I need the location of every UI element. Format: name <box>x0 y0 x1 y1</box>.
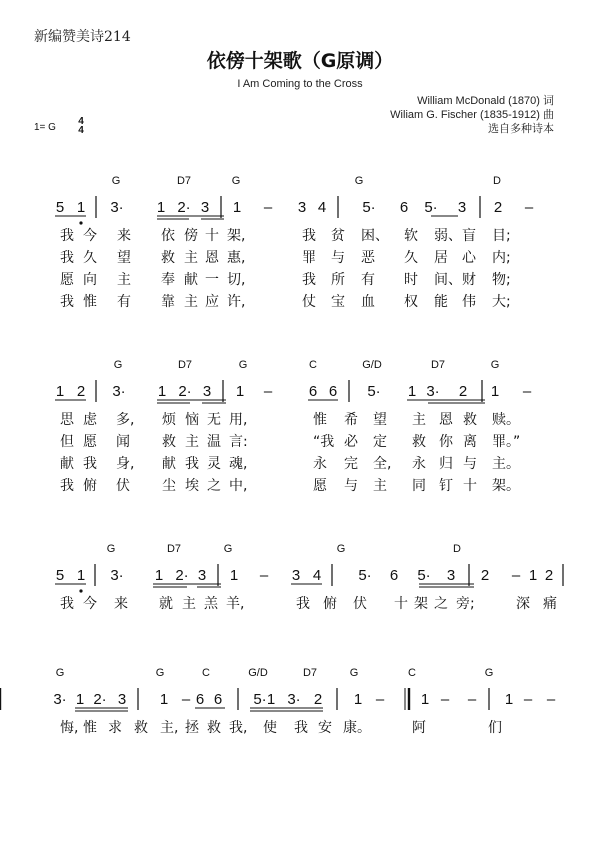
low-octave-dot <box>79 589 82 592</box>
note: 5· <box>253 691 267 708</box>
note: – <box>263 383 273 400</box>
lyric-syllable: 困、 <box>361 228 389 244</box>
lyric-syllable: 与 <box>331 250 345 266</box>
lyric-syllable: 仗 <box>302 294 316 310</box>
note: – <box>440 691 450 708</box>
lyric-syllable: 但 <box>60 434 74 450</box>
lyricist-credit: William McDonald (1870) 词 <box>417 95 554 107</box>
lyric-syllable: 许, <box>227 294 246 310</box>
chord-symbol: D7 <box>302 667 318 679</box>
lyric-syllable: 献 <box>184 272 198 288</box>
lyric-syllable: 永 <box>313 456 327 472</box>
lyric-syllable: 宝 <box>331 294 345 310</box>
lyric-syllable: 我, <box>229 720 248 736</box>
lyric-syllable: 我 <box>60 228 74 244</box>
note: 1 <box>235 383 245 400</box>
note: – <box>263 199 273 216</box>
lyric-syllable: 恼 <box>185 412 199 428</box>
lyric-syllable: 尘 <box>162 478 176 494</box>
lyric-syllable: 弱、 <box>434 228 462 244</box>
lyric-syllable: 我 <box>83 456 97 472</box>
note: 2 <box>313 691 323 708</box>
note: 6 <box>195 691 205 708</box>
lyric-syllable: 俯 <box>323 596 337 612</box>
note: 3· <box>112 383 126 400</box>
lyric-syllable: 望 <box>117 250 131 266</box>
source-note: 选自多种诗本 <box>488 123 554 135</box>
note: 3 <box>297 199 307 216</box>
chord-symbol: G <box>113 359 123 371</box>
note: 1 <box>75 691 85 708</box>
chord-symbol: D <box>493 175 501 187</box>
note: 2· <box>178 383 192 400</box>
note: 1 <box>504 691 514 708</box>
note: – <box>181 691 191 708</box>
lyric-syllable: 全, <box>373 456 392 472</box>
lyric-syllable: 一 <box>205 272 219 288</box>
lyric-syllable: 必 <box>344 434 358 450</box>
low-octave-dot <box>79 221 82 224</box>
chord-symbol: G <box>490 359 500 371</box>
note: 2· <box>175 567 189 584</box>
lyric-syllable: 言: <box>229 434 248 450</box>
note: 3 <box>117 691 127 708</box>
note: 6 <box>399 199 409 216</box>
note: 1 <box>353 691 363 708</box>
note: 1 <box>266 691 276 708</box>
lyric-syllable: 大; <box>492 294 511 310</box>
note: 3 <box>457 199 467 216</box>
lyric-syllable: 惟 <box>83 294 97 310</box>
chord-symbol: D <box>453 543 461 555</box>
lyric-syllable: 拯 <box>185 720 199 736</box>
time-signature-top: 4 <box>78 116 84 127</box>
lyric-syllable: 惟 <box>313 412 327 428</box>
lyric-syllable: 来 <box>117 228 131 244</box>
note: – <box>375 691 385 708</box>
note: 1 <box>157 383 167 400</box>
lyric-syllable: 贫 <box>331 228 345 244</box>
lyric-syllable: 惠, <box>227 250 246 266</box>
lyric-syllable: 安 <box>318 720 332 736</box>
note: 1 <box>76 567 86 584</box>
lyric-syllable: 主 <box>182 596 196 612</box>
chord-symbol: G/D <box>248 667 268 679</box>
lyric-syllable: 应 <box>205 294 219 310</box>
chord-symbol: C <box>309 359 317 371</box>
chord-symbol: G <box>349 667 359 679</box>
note: 3 <box>446 567 456 584</box>
note: 5· <box>367 383 381 400</box>
lyric-syllable: 时 <box>404 272 418 288</box>
lyric-syllable: 多, <box>116 412 135 428</box>
chord-symbol: G <box>238 359 248 371</box>
lyric-syllable: 们 <box>488 720 502 736</box>
lyric-syllable: 求 <box>108 720 122 736</box>
note: 6 <box>213 691 223 708</box>
chord-symbol: D7 <box>430 359 446 371</box>
hymn-title: 依傍十架歌（G原调） <box>206 50 394 72</box>
lyric-syllable: 我 <box>60 294 74 310</box>
lyric-syllable: 深 <box>516 596 530 612</box>
note: 2 <box>480 567 490 584</box>
chord-symbol: D7 <box>177 359 193 371</box>
note: 6 <box>389 567 399 584</box>
chord-symbol: G <box>484 667 494 679</box>
chord-symbol: G <box>223 543 233 555</box>
note: 3 <box>202 383 212 400</box>
chord-symbol: G <box>354 175 364 187</box>
lyric-syllable: 来 <box>114 596 128 612</box>
lyric-syllable: 思 <box>60 412 74 428</box>
lyric-syllable: 愿 <box>83 434 97 450</box>
lyric-syllable: 我 <box>302 228 316 244</box>
note: 2 <box>458 383 468 400</box>
composer-credit: Wiliam G. Fischer (1835-1912) 曲 <box>390 109 554 121</box>
note: 2 <box>544 567 554 584</box>
chord-symbol: G <box>336 543 346 555</box>
lyric-syllable: 软 <box>404 228 418 244</box>
lyric-syllable: 我 <box>185 456 199 472</box>
note: 1 <box>490 383 500 400</box>
lyric-syllable: 离 <box>463 434 477 450</box>
lyric-syllable: 恩 <box>205 250 219 266</box>
lyric-syllable: 救 <box>161 250 175 266</box>
lyric-syllable: 惟 <box>83 720 97 736</box>
lyric-syllable: 愿 <box>60 272 74 288</box>
chord-symbol: G/D <box>362 359 382 371</box>
lyric-syllable: 心 <box>462 250 476 266</box>
note: 3 <box>291 567 301 584</box>
note: 5· <box>358 567 372 584</box>
lyric-syllable: 能 <box>434 294 448 310</box>
note: – <box>524 199 534 216</box>
lyric-syllable: 羊, <box>226 596 245 612</box>
lyric-syllable: 居 <box>434 250 448 266</box>
chord-symbol: C <box>202 667 210 679</box>
note: 3· <box>110 199 124 216</box>
lyric-syllable: 献 <box>60 456 74 472</box>
lyric-syllable: 十 <box>463 478 477 494</box>
lyric-syllable: 盲 <box>462 228 476 244</box>
lyric-syllable: 救 <box>134 720 148 736</box>
lyric-syllable: 主 <box>117 272 131 288</box>
lyric-syllable: 旁; <box>456 596 475 612</box>
lyric-syllable: 主。 <box>492 456 520 472</box>
lyric-syllable: 使 <box>263 720 277 736</box>
lyric-syllable: 有 <box>361 272 375 288</box>
lyric-syllable: 羔 <box>204 596 218 612</box>
lyric-syllable: 目; <box>492 228 511 244</box>
note: 3· <box>426 383 440 400</box>
note: – <box>259 567 269 584</box>
lyric-syllable: 康。 <box>343 720 371 736</box>
lyric-syllable: 魂, <box>229 456 248 472</box>
lyric-syllable: 主 <box>184 294 198 310</box>
lyric-syllable: 中, <box>229 478 248 494</box>
lyric-syllable: 救 <box>162 434 176 450</box>
lyric-syllable: 十 <box>394 596 408 612</box>
lyric-syllable: 所 <box>331 272 345 288</box>
lyric-syllable: 救 <box>207 720 221 736</box>
note: 2· <box>93 691 107 708</box>
note: – <box>467 691 477 708</box>
chord-symbol: G <box>155 667 165 679</box>
english-subtitle: I Am Coming to the Cross <box>237 78 363 90</box>
note: 6 <box>308 383 318 400</box>
chord-symbol: G <box>106 543 116 555</box>
chord-symbol: G <box>55 667 65 679</box>
lyric-syllable: 之 <box>434 596 448 612</box>
note: 2· <box>177 199 191 216</box>
lyric-syllable: 架 <box>414 596 428 612</box>
note: – <box>511 567 521 584</box>
note: 5 <box>55 199 65 216</box>
lyric-syllable: 用, <box>229 412 248 428</box>
lyric-syllable: 主 <box>185 434 199 450</box>
lyric-syllable: 伏 <box>116 478 130 494</box>
lyric-syllable: 物; <box>492 272 511 288</box>
lyric-syllable: 归 <box>439 456 453 472</box>
lyric-syllable: 今 <box>83 228 97 244</box>
lyric-syllable: 埃 <box>185 478 199 494</box>
lyric-syllable: 我 <box>60 478 74 494</box>
note: 6 <box>328 383 338 400</box>
lyric-syllable: 虑 <box>83 412 97 428</box>
lyric-syllable: 恩 <box>439 412 453 428</box>
note: – <box>523 691 533 708</box>
note: 1 <box>156 199 166 216</box>
note: 3 <box>200 199 210 216</box>
note: 1 <box>154 567 164 584</box>
note: 4 <box>317 199 327 216</box>
note: 1 <box>420 691 430 708</box>
note: 1 <box>55 383 65 400</box>
lyric-syllable: 血 <box>361 294 375 310</box>
chord-symbol: D7 <box>166 543 182 555</box>
lyric-syllable: 罪。” <box>492 434 521 450</box>
lyric-syllable: 主, <box>160 720 179 736</box>
lyric-syllable: 向 <box>83 272 97 288</box>
lyric-syllable: 内; <box>492 250 511 266</box>
note: – <box>522 383 532 400</box>
note: 5· <box>424 199 438 216</box>
lyric-syllable: 靠 <box>161 294 175 310</box>
lyric-syllable: 悔, <box>60 720 79 736</box>
lyric-syllable: 救 <box>463 412 477 428</box>
note: 1 <box>159 691 169 708</box>
lyric-syllable: 痛 <box>543 596 557 612</box>
lyric-syllable: 伏 <box>353 596 367 612</box>
lyric-syllable: 无 <box>207 412 221 428</box>
lyric-syllable: 十 <box>205 228 219 244</box>
note: 2 <box>493 199 503 216</box>
lyric-syllable: 烦 <box>162 412 176 428</box>
lyric-syllable: 奉 <box>161 272 175 288</box>
lyric-syllable: 与 <box>344 478 358 494</box>
lyric-syllable: 有 <box>117 294 131 310</box>
chord-symbol: G <box>231 175 241 187</box>
lyric-syllable: 定 <box>373 434 387 450</box>
lyric-syllable: 主 <box>184 250 198 266</box>
lyric-syllable: 闻 <box>116 434 130 450</box>
note: 2 <box>76 383 86 400</box>
lyric-syllable: 今 <box>83 596 97 612</box>
lyric-syllable: “我 <box>313 434 335 450</box>
chord-symbol: C <box>408 667 416 679</box>
lyric-syllable: 温 <box>207 434 221 450</box>
lyric-syllable: 罪 <box>302 250 316 266</box>
lyric-syllable: 俯 <box>83 478 97 494</box>
lyric-syllable: 财 <box>462 272 476 288</box>
lyric-syllable: 救 <box>412 434 426 450</box>
lyric-syllable: 久 <box>404 250 418 266</box>
note: 1 <box>229 567 239 584</box>
note: 5 <box>55 567 65 584</box>
lyric-syllable: 灵 <box>207 456 221 472</box>
lyric-syllable: 我 <box>302 272 316 288</box>
lyric-syllable: 久 <box>83 250 97 266</box>
lyric-syllable: 依 <box>161 228 175 244</box>
lyric-syllable: 同 <box>412 478 426 494</box>
note: 5· <box>417 567 431 584</box>
note: – <box>546 691 556 708</box>
lyric-syllable: 恶 <box>361 250 375 266</box>
lyric-syllable: 傍 <box>184 228 198 244</box>
lyric-syllable: 权 <box>404 294 418 310</box>
note: 3· <box>53 691 67 708</box>
lyric-syllable: 就 <box>159 596 173 612</box>
lyric-syllable: 阿 <box>412 720 426 736</box>
key-signature: 1= G <box>34 122 56 133</box>
lyric-syllable: 身, <box>116 456 135 472</box>
lyric-syllable: 赎。 <box>492 412 520 428</box>
hymnal-number: 新编赞美诗214 <box>34 29 131 45</box>
lyric-syllable: 架, <box>227 228 246 244</box>
note: 3· <box>287 691 301 708</box>
lyric-syllable: 我 <box>60 596 74 612</box>
note: 1 <box>528 567 538 584</box>
note: 3· <box>110 567 124 584</box>
note: 3 <box>197 567 207 584</box>
note: 1 <box>232 199 242 216</box>
lyric-syllable: 切, <box>227 272 246 288</box>
lyric-syllable: 我 <box>60 250 74 266</box>
lyric-syllable: 我 <box>296 596 310 612</box>
lyric-syllable: 钉 <box>439 478 453 494</box>
lyric-syllable: 架。 <box>492 478 520 494</box>
lyric-syllable: 完 <box>344 456 358 472</box>
lyric-syllable: 望 <box>373 412 387 428</box>
note: 1 <box>407 383 417 400</box>
lyric-syllable: 主 <box>373 478 387 494</box>
lyric-syllable: 希 <box>344 412 358 428</box>
note: 1 <box>76 199 86 216</box>
lyric-syllable: 永 <box>412 456 426 472</box>
lyric-syllable: 伟 <box>462 294 476 310</box>
lyric-syllable: 你 <box>439 434 453 450</box>
lyric-syllable: 之 <box>207 478 221 494</box>
lyric-syllable: 主 <box>412 412 426 428</box>
time-signature-bottom: 4 <box>78 125 84 136</box>
lyric-syllable: 与 <box>463 456 477 472</box>
lyric-syllable: 愿 <box>313 478 327 494</box>
note: 4 <box>312 567 322 584</box>
lyric-syllable: 间、 <box>434 272 462 288</box>
lyric-syllable: 献 <box>162 456 176 472</box>
chord-symbol: G <box>111 175 121 187</box>
lyric-syllable: 我 <box>294 720 308 736</box>
chord-symbol: D7 <box>176 175 192 187</box>
note: 5· <box>362 199 376 216</box>
